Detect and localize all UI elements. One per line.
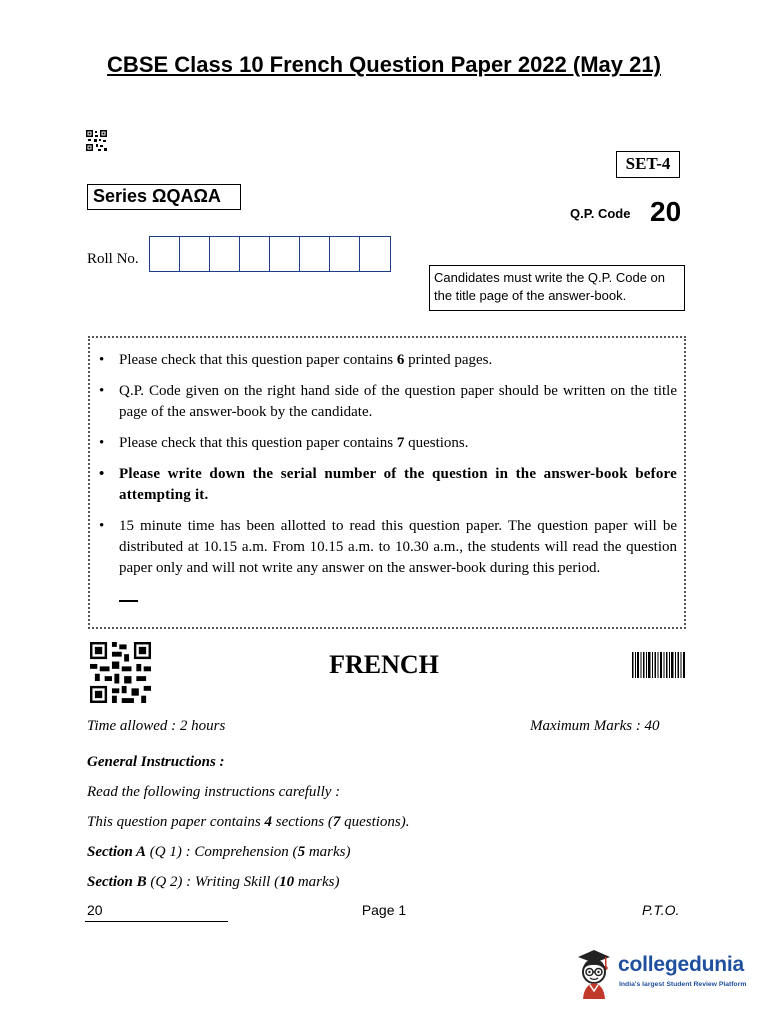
qp-code-value: 20 bbox=[650, 196, 682, 227]
footer-page-number: Page 1 bbox=[361, 902, 407, 918]
collegedunia-logo bbox=[572, 945, 747, 1000]
roll-digit-box bbox=[240, 237, 270, 271]
set-label: SET-4 bbox=[616, 151, 680, 178]
bullet-icon: • bbox=[99, 435, 105, 451]
bullet-icon: • bbox=[99, 466, 105, 482]
roll-number-label: Roll No. bbox=[87, 251, 139, 267]
instruction-item: • Please check that this question paper contains 7 questions. bbox=[97, 433, 677, 454]
roll-digit-box bbox=[330, 237, 360, 271]
subject-title: FRENCH bbox=[329, 650, 439, 679]
section-a-line: Section A (Q 1) : Comprehension (5 marks) bbox=[87, 844, 351, 860]
bullet-icon: • bbox=[99, 352, 105, 368]
section-b-line: Section B (Q 2) : Writing Skill (10 marks) bbox=[87, 874, 340, 890]
maximum-marks: Maximum Marks : 40 bbox=[530, 718, 660, 734]
instruction-item: • Please write down the serial number of the question in the answer-book before attempting it. bbox=[99, 466, 677, 503]
series-label: Series ΩQAΩA bbox=[87, 184, 241, 210]
roll-digit-box bbox=[210, 237, 240, 271]
brand-name: collegedunia bbox=[618, 953, 744, 976]
sections-count-line: This question paper contains 4 sections (7 questions). bbox=[87, 814, 410, 830]
instructions-list bbox=[97, 350, 677, 589]
bullet-icon: • bbox=[99, 518, 105, 534]
brand-tagline: India's largest Student Review Platform bbox=[619, 981, 747, 988]
end-dash bbox=[119, 600, 138, 602]
roll-digit-box bbox=[300, 237, 330, 271]
general-instructions-heading: General Instructions : bbox=[87, 754, 225, 770]
roll-digit-box bbox=[150, 237, 180, 271]
bullet-icon: • bbox=[99, 383, 105, 399]
roll-digit-box bbox=[180, 237, 210, 271]
qr-code-small-icon bbox=[86, 130, 107, 151]
graduate-mascot-icon bbox=[572, 945, 614, 1000]
document-title: CBSE Class 10 French Question Paper 2022 (May 21) bbox=[107, 52, 661, 77]
barcode-icon bbox=[632, 652, 686, 678]
time-allowed: Time allowed : 2 hours bbox=[87, 718, 226, 734]
roll-number-boxes bbox=[149, 236, 391, 272]
qp-code-label: Q.P. Code bbox=[570, 206, 631, 221]
roll-digit-box bbox=[360, 237, 390, 271]
instruction-item: • 15 minute time has been allotted to read this question paper. The question paper will be distributed at 10.15 a.m. From 10.15 a.m. to 10.30 a.m., the students will read the question paper only and will not write any answer on the answer-book during this period. bbox=[99, 518, 677, 576]
read-instructions-line: Read the following instructions carefully : bbox=[87, 784, 341, 800]
footer-underline bbox=[85, 921, 228, 922]
candidate-note: Candidates must write the Q.P. Code on the title page of the answer-book. bbox=[429, 265, 685, 311]
instruction-item: • Q.P. Code given on the right hand side of the question paper should be written on the title page of the answer-book by the candidate. bbox=[99, 383, 677, 420]
roll-digit-box bbox=[270, 237, 300, 271]
instruction-item: • Please check that this question paper contains 6 printed pages. bbox=[97, 350, 677, 371]
footer-pto: P.T.O. bbox=[642, 902, 680, 918]
footer-qp-code: 20 bbox=[87, 902, 103, 918]
